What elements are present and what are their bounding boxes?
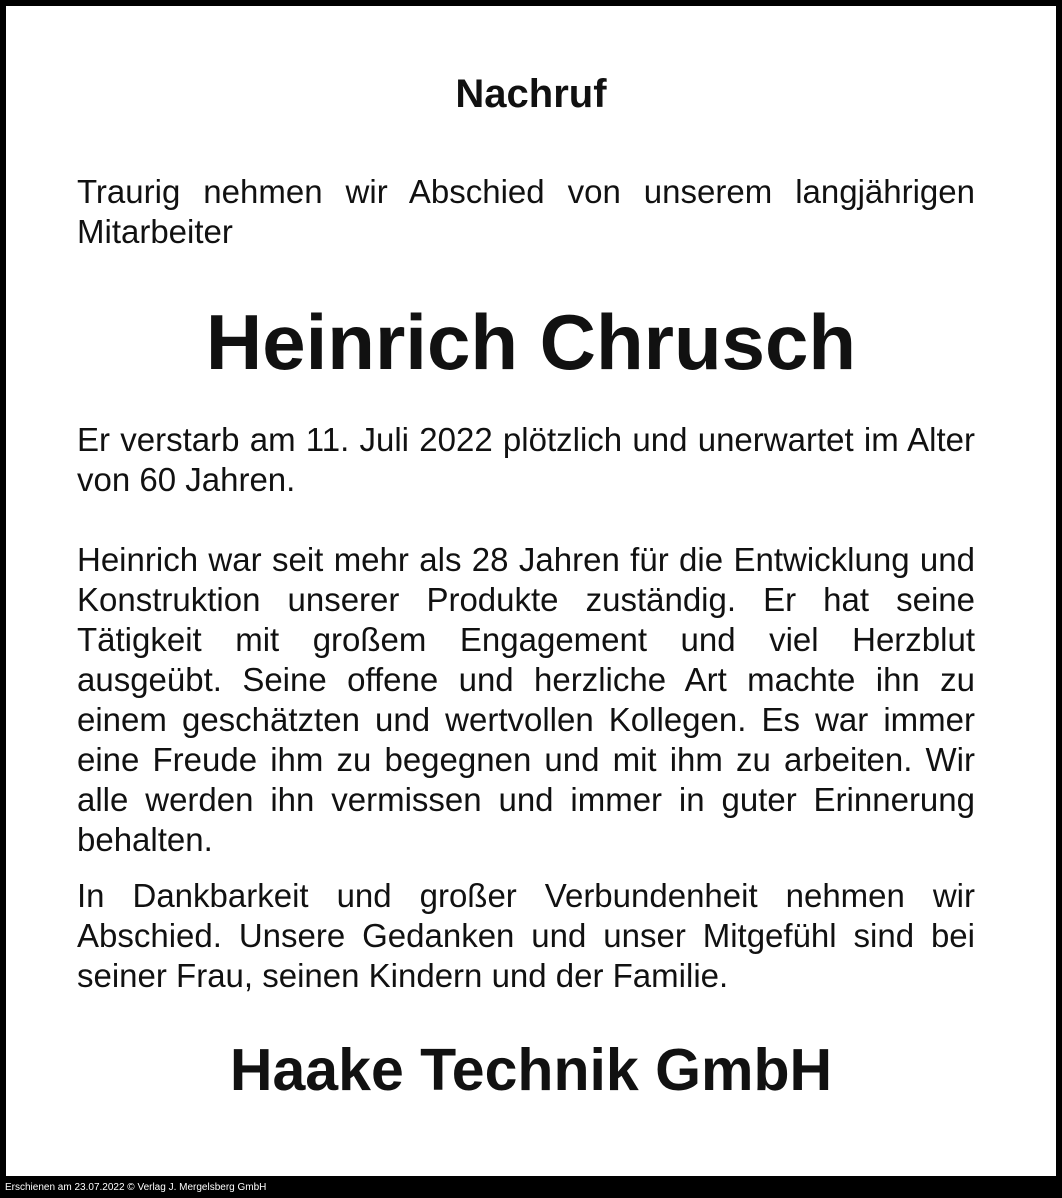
company-signature: Haake Technik GmbH	[229, 1037, 833, 1103]
intro-text: Traurig nehmen wir Abschied von unserem langjährigen Mitarbeiter	[77, 173, 975, 250]
publication-footer: Erschienen am 23.07.2022 © Verlag J. Mergelsberg GmbH	[5, 1182, 267, 1193]
career-text: Heinrich war seit mehr als 28 Jahren für die Entwicklung und Konstruktion unserer Produkte zuständig. Er hat seine Tätigkeit mit großem Engagement und viel Herzblut ausgeübt. Seine offene und herzliche Art machte ihn zu einem geschätzten und wertvollen Kollegen. Es war immer eine Freude ihm zu begegnen und mit ihm zu arbeiten. Wir alle werden ihn vermissen und immer in guter Erinnerung behalten.	[77, 541, 975, 858]
notice-heading: Nachruf	[455, 72, 607, 116]
death-text: Er verstarb am 11. Juli 2022 plötzlich und unerwartet im Alter von 60 Jahren.	[77, 421, 975, 498]
deceased-name: Heinrich Chrusch	[205, 298, 857, 386]
obituary-card	[6, 6, 1056, 1176]
thanks-text: In Dankbarkeit und großer Verbundenheit nehmen wir Abschied. Unsere Gedanken und unser Mitgefühl sind bei seiner Frau, seinen Kindern und der Familie.	[77, 877, 975, 994]
